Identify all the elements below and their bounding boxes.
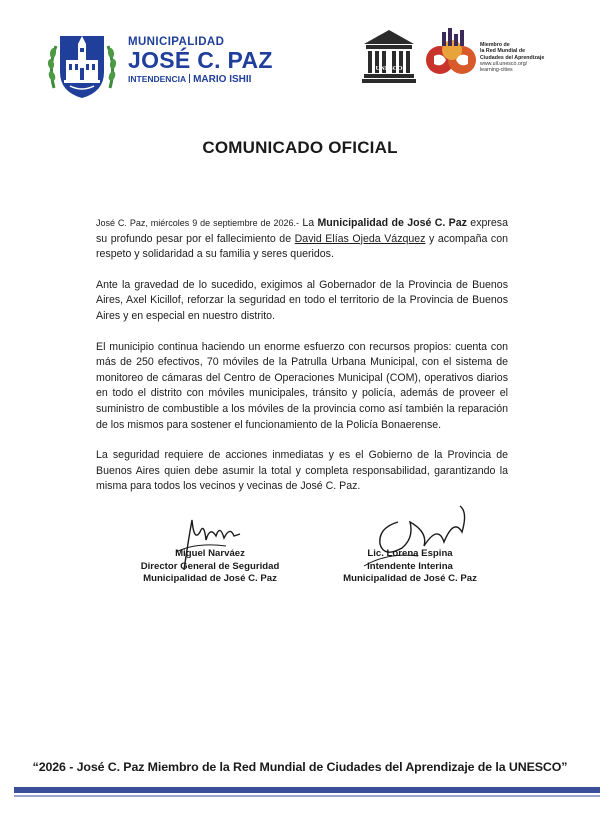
paragraph-1: [96, 216, 508, 263]
signer-name: Lic. Lorena Espina: [367, 548, 453, 559]
caption-line: Miembro de: [480, 42, 510, 48]
intendencia-label: INTENDENCIA: [128, 74, 187, 84]
document-title: COMUNICADO OFICIAL: [202, 138, 398, 157]
paragraph-4: La seguridad requiere de acciones inmediatas y es el Gobierno de la Provincia de Buenos Aires quien debe asumir la total y completa responsabilidad, garantizando la misma para todos los vecinos y vecinas de José C. Paz.: [96, 449, 508, 493]
caption-line: la Red Mundial de: [480, 48, 526, 55]
unesco-temple-icon: [362, 28, 416, 86]
municipality-wordmark: [128, 36, 273, 85]
learning-cities-caption: [480, 42, 564, 73]
caption-line: www.uil.unesco.org/: [480, 60, 528, 67]
divider: [189, 74, 190, 83]
unesco-label: UNESCO: [375, 65, 403, 72]
unesco-logos: [362, 22, 562, 92]
signer-role: Intendente Interina: [367, 560, 453, 572]
footer-bar: [14, 787, 600, 793]
town-hall-crest-icon: [44, 26, 120, 104]
signer-org: Municipalidad de José C. Paz: [343, 573, 477, 585]
caption-line: Ciudades del Aprendizaje: [480, 54, 545, 61]
footer-bar-thin: [14, 795, 600, 797]
municipality-logo: [44, 22, 284, 112]
learning-cities-logo-icon: [422, 26, 480, 84]
text-run: y acompaña con respeto y solidaridad a su familia y seres queridos.: [96, 232, 508, 261]
text-run: expresa su profundo pesar por el fallecimiento de: [96, 217, 508, 245]
intendente-name: MARIO ISHII: [193, 74, 252, 85]
municipality-name: JOSÉ C. PAZ: [128, 47, 273, 73]
document-body: [96, 216, 508, 510]
paragraph-2: Ante la gravedad de lo sucedido, exigimos al Gobernador de la Provincia de Buenos Aires, Axel Kicillof, reforzar la seguridad en todo el territorio de la Provincia de Buenos Aires y en especial en nuestro distrito.: [96, 278, 508, 322]
intendencia-line: [128, 74, 273, 85]
date-line: José C. Paz, miércoles 9 de septiembre de 2026.-: [96, 218, 299, 228]
deceased-name: David Elías Ojeda Vázquez: [294, 232, 426, 245]
municipality-label: MUNICIPALIDAD: [128, 36, 225, 48]
signer-role: Director General de Seguridad: [140, 560, 280, 572]
municipality-mention: Municipalidad de José C. Paz: [317, 217, 467, 229]
footer-motto: “2026 - José C. Paz Miembro de la Red Mundial de Ciudades del Aprendizaje de la UNESCO”: [32, 760, 568, 774]
caption-line: learning-cities: [480, 67, 513, 74]
signature-block-1: [130, 548, 290, 586]
paragraph-3: El municipio continua haciendo un enorme esfuerzo con recursos propios: cuenta con más de 250 efectivos, 70 móviles de la Patrulla Urbana Municipal, con el sistema de monitoreo de cámaras del Centro de Operaciones Municipal (COM), operativos diarios en todo el distrito con móviles municipales, tránsito y policía, además de proveer el suministro de combustible a los móviles de la provincia como así también la reparación de los mismos para sostener el funcionamiento de la Policía Bonaerense.: [96, 340, 508, 431]
signer-name: Miguel Narváez: [175, 548, 245, 559]
signer-org: Municipalidad de José C. Paz: [143, 573, 277, 585]
signature-block-2: [330, 548, 490, 586]
text-run: La: [298, 217, 318, 229]
